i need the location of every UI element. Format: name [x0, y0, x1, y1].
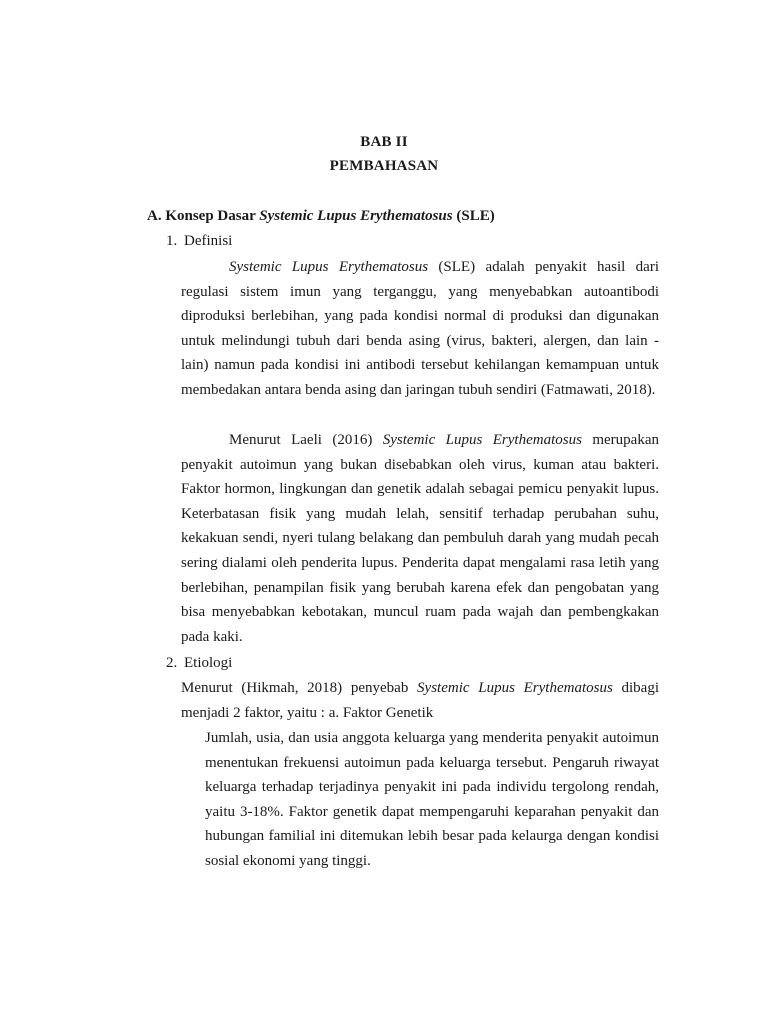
- definisi-paragraph-2: [181, 428, 659, 649]
- paragraph-lead: Menurut Laeli (2016): [229, 432, 383, 448]
- subsection-title: Definisi: [184, 233, 233, 249]
- section-heading-prefix: A. Konsep Dasar: [147, 208, 260, 224]
- subsection-title: Etiologi: [184, 655, 233, 671]
- subsection-definisi: [166, 233, 232, 250]
- paragraph-text: (SLE) adalah penyakit hasil dari regulasi sistem imun yang terganggu, yang menyebabkan autoantibodi diproduksi berlebihan, yang pada kondisi normal di produksi dan digunakan untuk melindungi tubuh dari benda asing (virus, bakteri, alergen, dan lain - lain) namun pada kondisi ini antibodi tersebut kehilangan kemampuan untuk membedakan antara benda asing dan jaringan tubuh sendiri (Fatmawati, 2018).: [181, 259, 659, 398]
- etiologi-paragraph-1: [181, 676, 659, 725]
- chapter-number: BAB II: [360, 134, 408, 150]
- term-italic: Systemic Lupus Erythematosus: [382, 432, 582, 448]
- paragraph-text: dibagi menjadi 2 faktor, yaitu : a. Faktor Genetik: [181, 680, 659, 721]
- definisi-paragraph-1: [181, 255, 659, 403]
- etiologi-paragraph-2: Jumlah, usia, dan usia anggota keluarga yang menderita penyakit autoimun menentukan frekuensi autoimun pada keluarga tersebut. Pengaruh riwayat keluarga terhadap terjadinya penyakit ini pada individu tergolong rendah, yaitu 3-18%. Faktor genetik dapat mempengaruhi keparahan penyakit dan hubungan familial ini ditemukan lebih besar pada kelaurga dengan kondisi sosial ekonomi yang tinggi.: [205, 730, 659, 869]
- section-heading-suffix: (SLE): [452, 208, 495, 224]
- subsection-etiologi: [166, 655, 232, 672]
- subsection-number: 1.: [166, 233, 178, 249]
- chapter-title: PEMBAHASAN: [329, 158, 439, 174]
- section-heading: [147, 208, 495, 225]
- paragraph-lead: Menurut (Hikmah, 2018) penyebab: [181, 680, 418, 696]
- subsection-number: 2.: [166, 655, 178, 671]
- term-italic: Systemic Lupus Erythematosus: [417, 680, 613, 696]
- section-heading-term: Systemic Lupus Erythematosus: [259, 208, 453, 224]
- paragraph-text: merupakan penyakit autoimun yang bukan disebabkan oleh virus, kuman atau bakteri. Faktor hormon, lingkungan dan genetik adalah sebagai pemicu penyakit lupus. Keterbatasan fisik yang mudah lelah, sensitif terhadap perubahan suhu, kekakuan sendi, nyeri tulang belakang dan pembuluh darah yang mudah pecah sering dialami oleh penderita lupus. Penderita dapat mengalami rasa letih yang berlebihan, penampilan fisik yang berubah karena efek dan pengobatan yang bisa menyebabkan kebotakan, muncul ruam pada wajah dan pembengkakan pada kaki.: [181, 432, 659, 645]
- term-italic: Systemic Lupus Erythematosus: [229, 259, 429, 275]
